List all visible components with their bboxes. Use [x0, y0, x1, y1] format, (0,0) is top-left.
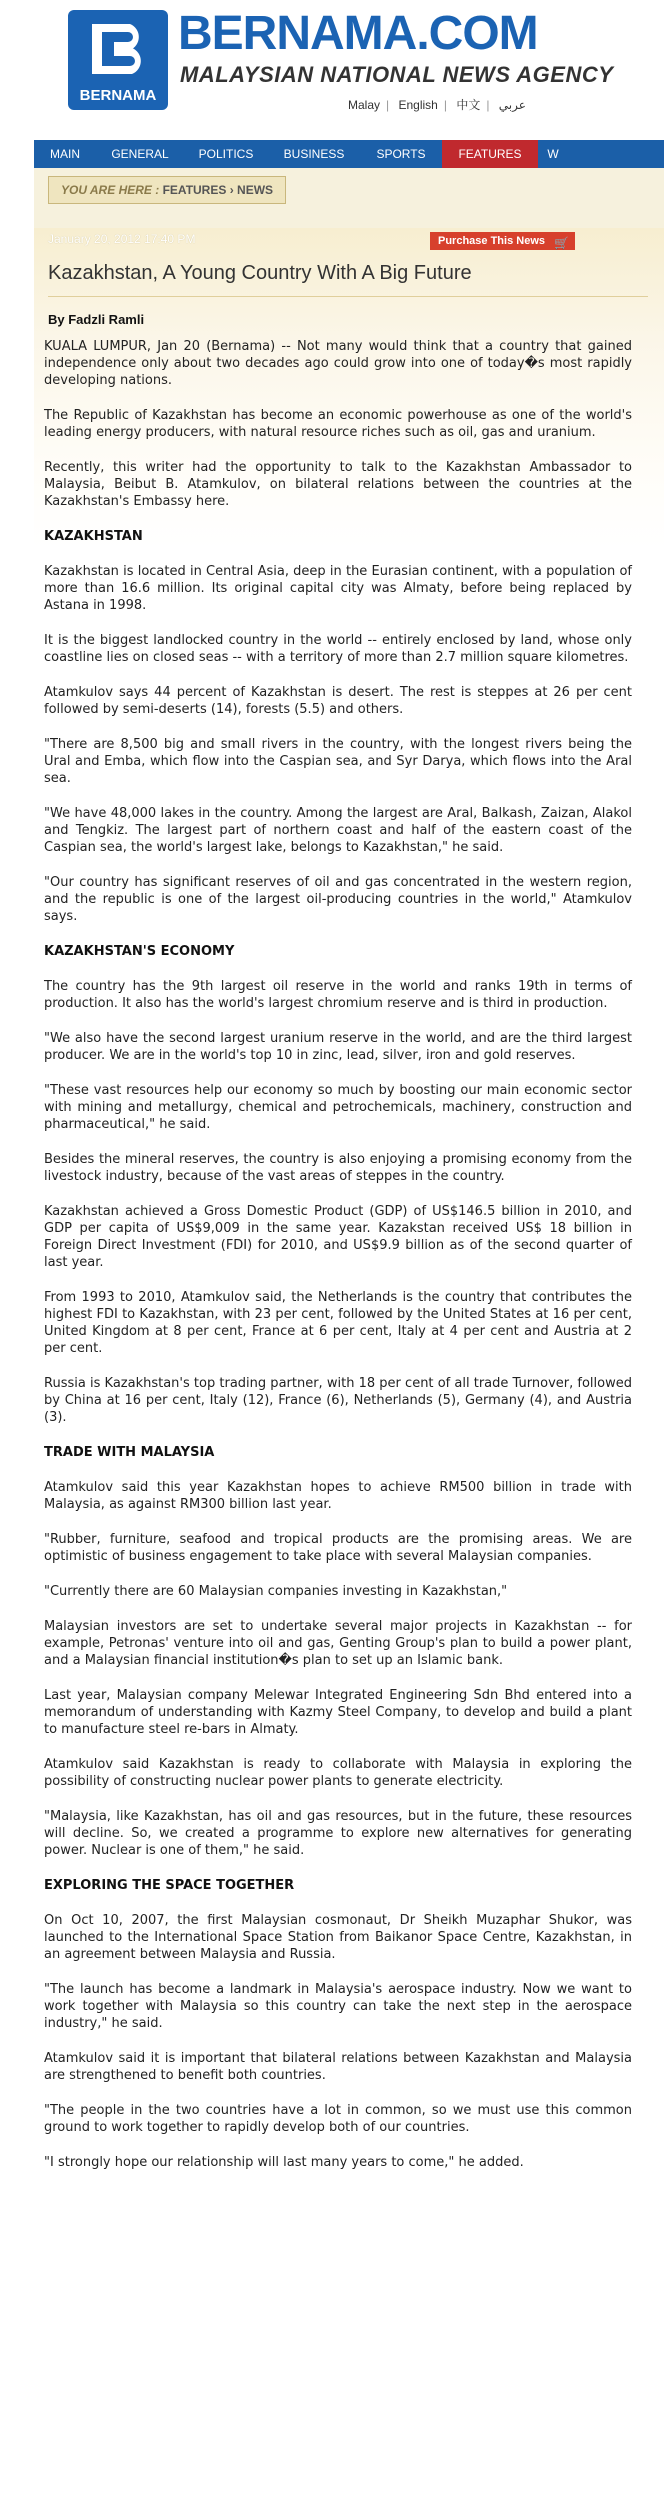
article-paragraph: Russia is Kazakhstan's top trading partner, with 18 per cent of all trade Turnover, followed by China at 16 per cent, Italy (12), France (6), Netherlands (5), Germany (4), and Austria (3).	[44, 1376, 632, 1425]
article-paragraph: Last year, Malaysian company Melewar Integrated Engineering Sdn Bhd entered into a memorandum of understanding with Kazmy Steel Company, to develop and build a plant to manufacture steel re-bars in Almaty.	[44, 1688, 632, 1737]
bernama-logo[interactable]	[68, 10, 168, 110]
breadcrumb	[48, 176, 286, 204]
site-header	[0, 0, 664, 140]
article-paragraph: "There are 8,500 big and small rivers in the country, with the longest rivers being the Ural and Emba, which flow into the Caspian sea, and Syr Darya, which flows into the Aral sea.	[44, 737, 632, 786]
article-paragraph: Kazakhstan achieved a Gross Domestic Product (GDP) of US$146.5 billion in 2010, and GDP per capita of US$9,009 in the same year. Kazakstan received US$ 18 billion in Foreign Direct Investment (FDI) for 2010, and US$9.9 billion as of the second quarter of last year.	[44, 1204, 632, 1270]
nav-item-business[interactable]: BUSINESS	[283, 147, 345, 161]
breadcrumb-prefix: YOU ARE HERE :	[61, 183, 160, 197]
article-paragraph: "Rubber, furniture, seafood and tropical products are the promising areas. We are optimistic of business engagement to take place with several Malaysian companies.	[44, 1532, 632, 1564]
section-heading: KAZAKHSTAN	[44, 529, 143, 544]
article-paragraph: Kazakhstan is located in Central Asia, deep in the Eurasian continent, with a population of more than 16.6 million. Its original capital city was Almaty, before being replaced by Astana in 1998.	[44, 564, 632, 613]
article-paragraph: "The people in the two countries have a lot in common, so we must use this common ground to work together to rapidly develop both of our countries.	[44, 2103, 632, 2135]
article-paragraph: Malaysian investors are set to undertake several major projects in Kazakhstan -- for example, Petronas' venture into oil and gas, Genting Group's plan to build a power plant, and a Malaysian financial institution�s plan to set up an Islamic bank.	[44, 1619, 632, 1668]
article-paragraph: "Currently there are 60 Malaysian companies investing in Kazakhstan,"	[44, 1584, 508, 1599]
bernama-logo-icon	[84, 20, 152, 78]
nav-item-main[interactable]: MAIN	[50, 147, 80, 161]
main-nav	[34, 140, 664, 168]
logo-text: BERNAMA	[79, 87, 157, 104]
article-paragraph: Atamkulov said this year Kazakhstan hopes to achieve RM500 billion in trade with Malaysia, as against RM300 billion last year.	[44, 1480, 632, 1512]
article-byline: By Fadzli Ramli	[48, 312, 145, 327]
article-paragraph: It is the biggest landlocked country in the world -- entirely enclosed by land, whose only coastline lies on closed seas -- with a territory of more than 2.7 million square kilometres.	[44, 633, 632, 665]
article-title: Kazakhstan, A Young Country With A Big Future	[48, 262, 472, 284]
nav-item-politics[interactable]: POLITICS	[198, 147, 254, 161]
language-switcher: Malay | English | 中文 | عربي	[348, 98, 526, 112]
article-paragraph: On Oct 10, 2007, the first Malaysian cosmonaut, Dr Sheikh Muzaphar Shukor, was launched to the International Space Station from Baikanor Space Centre, Kazakhstan, in an agreement between Malaysia and Russia.	[44, 1913, 632, 1962]
article-paragraph: "The launch has become a landmark in Malaysia's aerospace industry. Now we want to work together with Malaysia so this country can take the next step in the aerospace industry," he said.	[44, 1982, 632, 2031]
language-link-arabic[interactable]: عربي	[498, 98, 526, 112]
article-paragraph: "We also have the second largest uranium reserve in the world, and are the third largest producer. We are in the world's top 10 in zinc, lead, silver, iron and gold reserves.	[44, 1031, 632, 1063]
nav-item-world[interactable]: W	[547, 147, 559, 161]
brand-subtitle: MALAYSIAN NATIONAL NEWS AGENCY	[180, 62, 614, 87]
article-paragraph: "Malaysia, like Kazakhstan, has oil and gas resources, but in the future, these resources will decline. So, we created a programme to explore new alternatives for generating power. Nuclear is one of them," he said.	[44, 1809, 632, 1858]
purchase-label: Purchase This News	[438, 235, 545, 247]
article-paragraph: The Republic of Kazakhstan has become an economic powerhouse as one of the world's leading energy producers, with natural resource riches such as oil, gas and uranium.	[44, 408, 632, 440]
article-paragraph: "These vast resources help our economy so much by boosting our main economic sector with mining and metallurgy, chemical and petrochemicals, machinery, construction and pharmaceutical," he said.	[44, 1083, 632, 1132]
article-body	[44, 338, 632, 2189]
article-paragraph: Atamkulov said Kazakhstan is ready to collaborate with Malaysia in exploring the possibility of constructing nuclear power plants to generate electricity.	[44, 1757, 632, 1789]
language-link-english[interactable]: English	[398, 98, 438, 112]
article-paragraph: The country has the 9th largest oil reserve in the world and ranks 19th in terms of production. It also has the world's largest chromium reserve and is third in production.	[44, 979, 632, 1011]
language-link-malay[interactable]: Malay	[348, 98, 381, 112]
purchase-news-button[interactable]	[430, 232, 575, 250]
article	[34, 228, 664, 2505]
article-paragraph: KUALA LUMPUR, Jan 20 (Bernama) -- Not many would think that a country that gained independence only about two decades ago could grow into one of today�s most rapidly developing nations.	[44, 339, 632, 388]
breadcrumb-path[interactable]: FEATURES › NEWS	[162, 183, 274, 197]
article-paragraph: Atamkulov said it is important that bilateral relations between Kazakhstan and Malaysia are strengthened to benefit both countries.	[44, 2051, 632, 2083]
nav-item-features[interactable]: FEATURES	[442, 140, 538, 168]
brand-name: BERNAMA.COM	[178, 7, 538, 60]
article-paragraph: "We have 48,000 lakes in the country. Among the largest are Aral, Balkash, Zaizan, Alakol and Tengkiz. The largest part of northern coast and half of the eastern coast of the Caspian sea, the world's largest lake, belongs to Kazakhstan," he said.	[44, 806, 632, 855]
section-heading: TRADE WITH MALAYSIA	[44, 1445, 215, 1460]
breadcrumb-bar	[34, 168, 664, 228]
article-paragraph: Besides the mineral reserves, the country is also enjoying a promising economy from the livestock industry, because of the vast areas of steppes in the country.	[44, 1152, 632, 1184]
article-paragraph: "I strongly hope our relationship will last many years to come," he added.	[44, 2155, 524, 2170]
language-link-chinese[interactable]: 中文	[456, 98, 481, 112]
cart-icon: 🛒	[554, 236, 569, 250]
article-paragraph: Recently, this writer had the opportunity to talk to the Kazakhstan Ambassador to Malaysia, Beibut B. Atamkulov, on bilateral relations between the countries at the Kazakhstan's Embassy here.	[44, 460, 632, 509]
nav-item-sports[interactable]: SPORTS	[376, 147, 426, 161]
article-paragraph: From 1993 to 2010, Atamkulov said, the Netherlands is the country that contributes the highest FDI to Kazakhstan, with 23 per cent, followed by the United States at 16 per cent, United Kingdom at 8 per cent, France at 6 per cent, Italy at 4 per cent and Austria at 2 per cent.	[44, 1290, 632, 1356]
section-heading: KAZAKHSTAN'S ECONOMY	[44, 944, 235, 959]
article-paragraph: Atamkulov says 44 percent of Kazakhstan is desert. The rest is steppes at 26 per cent followed by semi-deserts (14), forests (5.5) and others.	[44, 685, 632, 717]
article-date: January 20, 2012 17:40 PM	[48, 232, 196, 246]
section-heading: EXPLORING THE SPACE TOGETHER	[44, 1878, 295, 1893]
article-paragraph: "Our country has significant reserves of oil and gas concentrated in the western region, and the republic is one of the largest oil-producing countries in the world," Atamkulov says.	[44, 875, 632, 924]
title-divider	[48, 296, 648, 297]
nav-item-general[interactable]: GENERAL	[111, 147, 169, 161]
